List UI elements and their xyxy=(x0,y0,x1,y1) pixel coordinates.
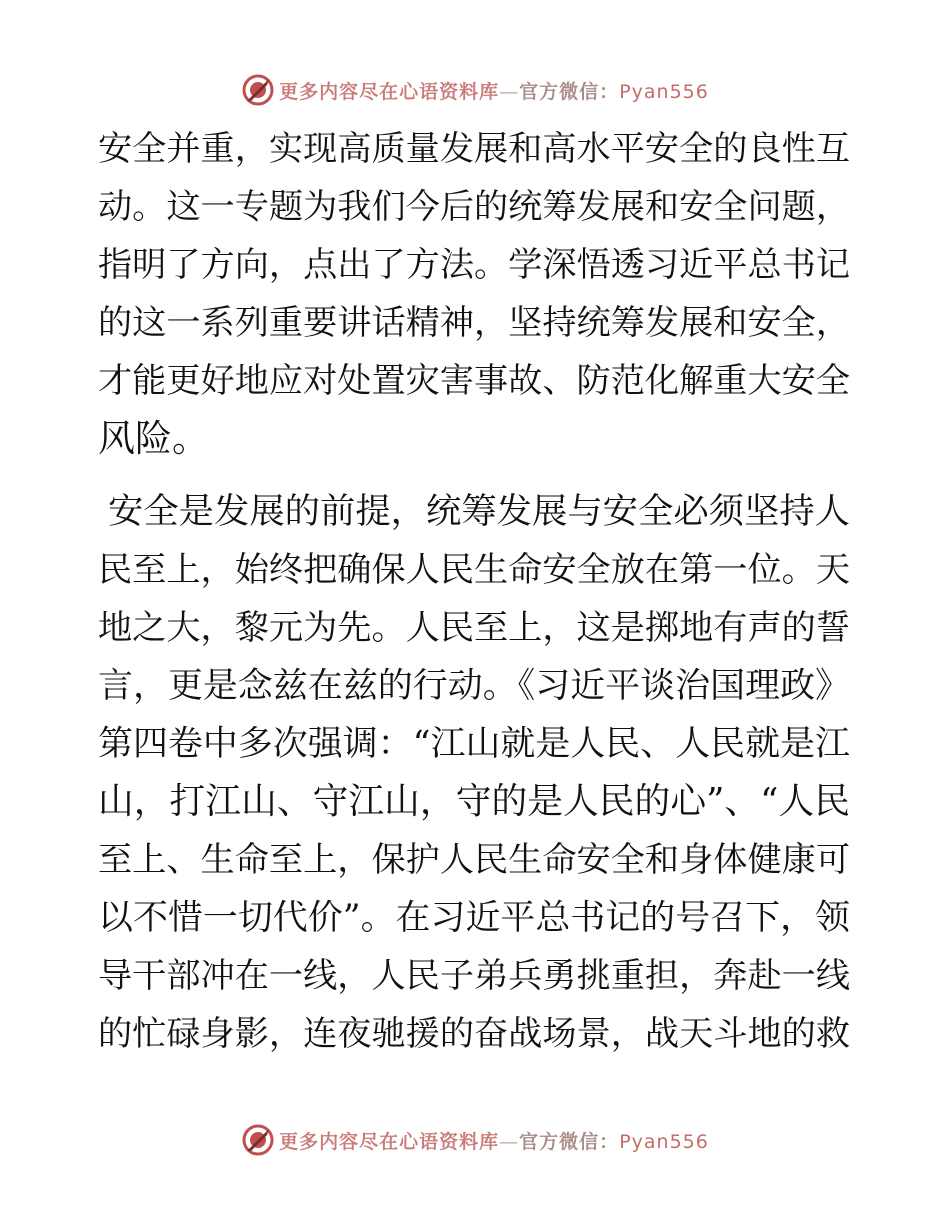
text-line: 安全并重，实现高质量发展和高水平安全的良性互 xyxy=(98,129,850,169)
text-line: 指明了方向，点出了方法。学深悟透习近平总书记 xyxy=(98,245,850,285)
footer-brand: 更多内容尽在心语资料库 xyxy=(279,1130,500,1153)
text-line: 言，更是念兹在兹的行动。《习近平谈治国理政》 xyxy=(98,666,850,706)
text-line: 动。这一专题为我们今后的统筹发展和安全问题， xyxy=(98,187,850,227)
text-line: 才能更好地应对处置灾害事故、防范化解重大安全 xyxy=(98,361,850,401)
header-wechat-id: Pyan556 xyxy=(619,80,709,103)
header-brand: 更多内容尽在心语资料库 xyxy=(279,80,500,103)
footer-wechat-id: Pyan556 xyxy=(619,1130,709,1153)
text-line: 第四卷中多次强调：“江山就是人民、人民就是江 xyxy=(98,724,850,764)
text-line: 山，打江山、守江山，守的是人民的心”、“人民 xyxy=(98,781,850,822)
quill-logo-icon xyxy=(241,1123,275,1157)
header-banner xyxy=(0,70,950,110)
text-line: 以不惜一切代价”。在习近平总书记的号召下，领 xyxy=(98,898,850,938)
text-line: 的这一系列重要讲话精神，坚持统筹发展和安全， xyxy=(98,303,850,343)
footer-banner xyxy=(0,1120,950,1160)
header-text xyxy=(279,77,709,104)
text-line: 地之大，黎元为先。人民至上，这是掷地有声的誓 xyxy=(98,608,850,648)
text-line: 的忙碌身影，连夜驰援的奋战场景，战天斗地的救 xyxy=(98,1014,850,1054)
text-line: 导干部冲在一线，人民子弟兵勇挑重担，奔赴一线 xyxy=(98,956,850,996)
text-line: 民至上，始终把确保人民生命安全放在第一位。天 xyxy=(98,550,850,590)
header-contact: 官方微信： xyxy=(519,80,620,103)
footer-contact: 官方微信： xyxy=(519,1130,620,1153)
paragraph-2 xyxy=(98,483,850,1063)
quill-logo-icon xyxy=(241,73,275,107)
paragraph-1 xyxy=(98,120,850,468)
document-body xyxy=(98,120,850,1063)
footer-dash: — xyxy=(499,1130,520,1153)
header-dash: — xyxy=(499,80,520,103)
footer-text xyxy=(279,1127,709,1154)
text-line: 风险。 xyxy=(98,417,209,460)
text-line: 安全是发展的前提，统筹发展与安全必须坚持人 xyxy=(108,491,850,532)
text-line: 至上、生命至上，保护人民生命安全和身体健康可 xyxy=(98,840,850,880)
